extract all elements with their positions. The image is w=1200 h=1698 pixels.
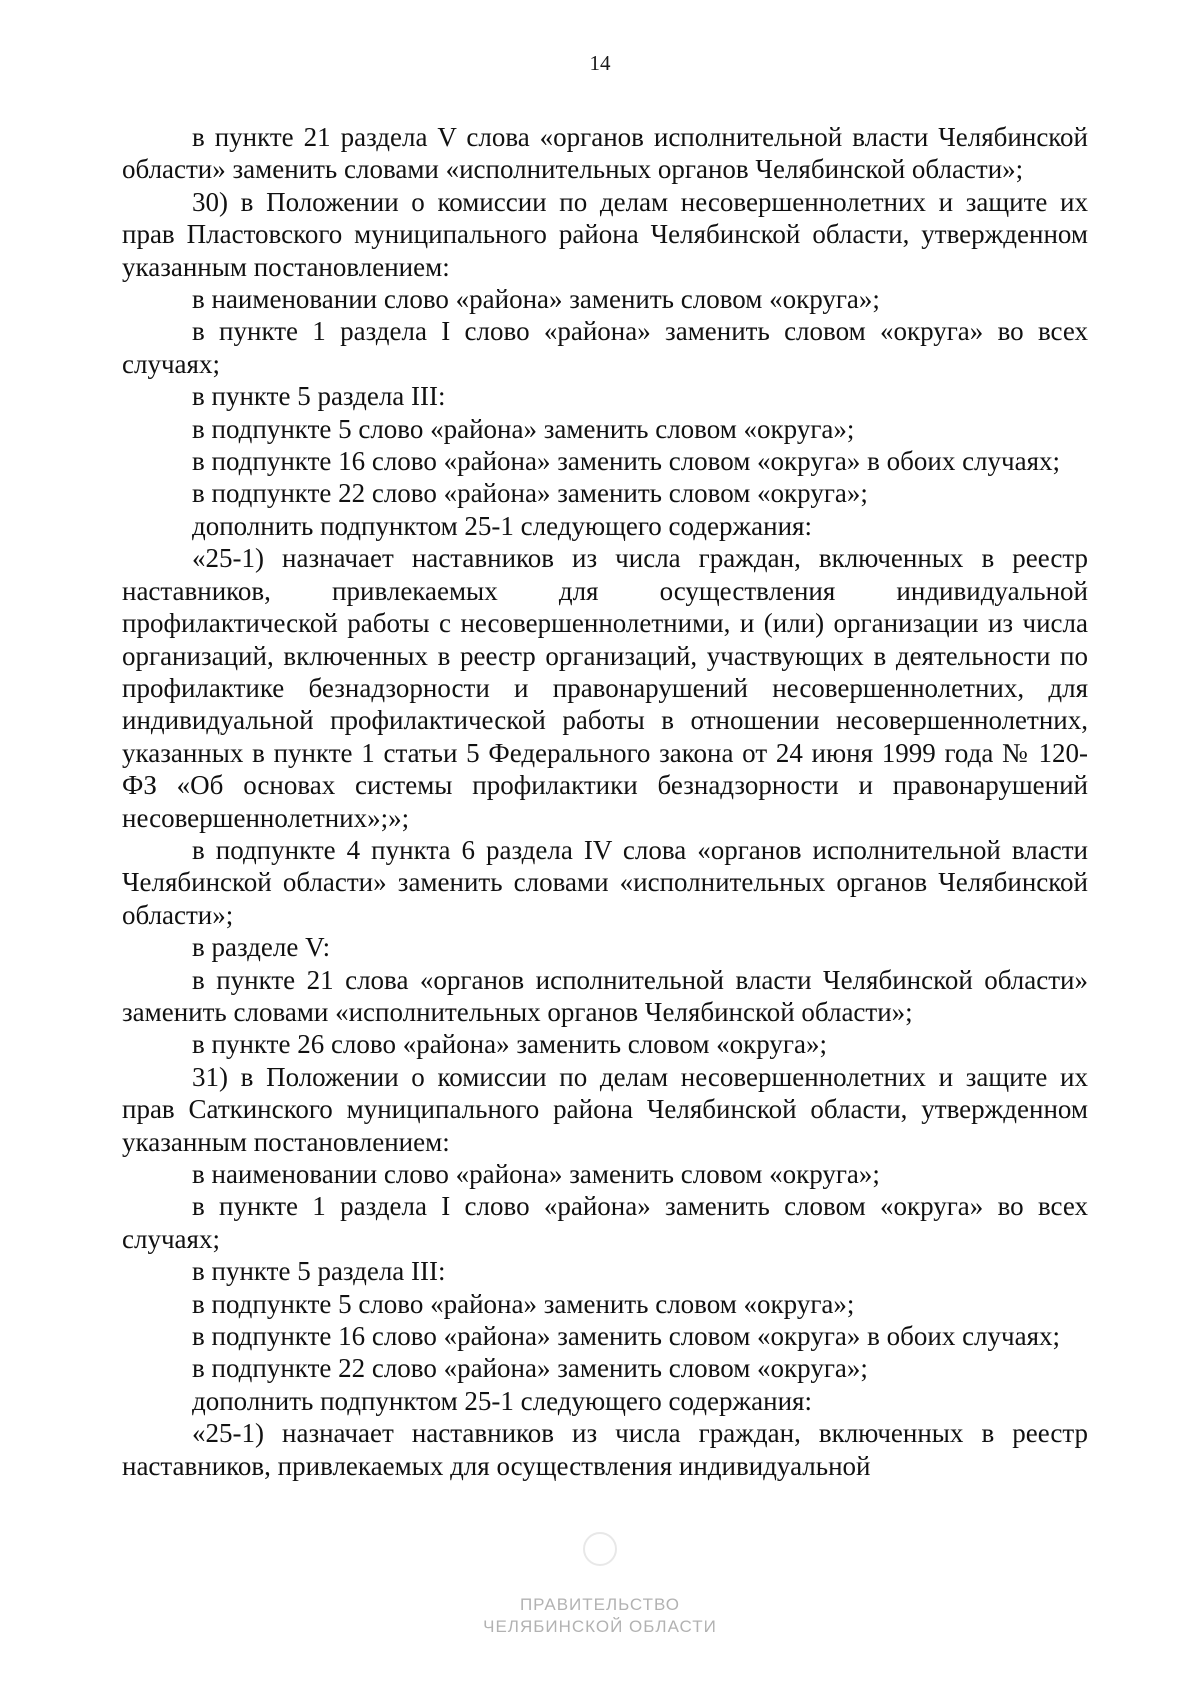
- paragraph: «25-1) назначает наставников из числа граждан, включенных в реестр наставников, привлекаемых для осуществления индивидуальной: [122, 1418, 1088, 1481]
- paragraph: дополнить подпунктом 25-1 следующего содержания:: [192, 1385, 812, 1416]
- paragraph: в пункте 21 раздела V слова «органов исполнительной власти Челябинской области» заменить словами «исполнительных органов Челябинской области»;: [122, 122, 1088, 185]
- paragraph: в подпункте 22 слово «района» заменить словом «округа»;: [192, 1353, 868, 1384]
- paragraph: в подпункте 16 слово «района» заменить словом «округа» в обоих случаях;: [192, 446, 1061, 477]
- document-body: [122, 121, 1088, 1482]
- paragraph: в пункте 1 раздела I слово «района» заменить словом «округа» во всех случаях;: [122, 1191, 1088, 1254]
- paragraph: в пункте 5 раздела III:: [192, 1256, 446, 1287]
- paragraph: в пункте 21 слова «органов исполнительной власти Челябинской области» заменить словами «исполнительных органов Челябинской области»;: [122, 964, 1088, 1027]
- paragraph: 30) в Положении о комиссии по делам несовершеннолетних и защите их прав Пластовского муниципального района Челябинской области, утвержденном указанным постановлением:: [122, 186, 1088, 282]
- paragraph: в пункте 26 слово «района» заменить словом «округа»;: [192, 1029, 827, 1060]
- paragraph: в подпункте 4 пункта 6 раздела IV слова «органов исполнительной власти Челябинской области» заменить словами «исполнительных органов Челябинской области»;: [122, 834, 1088, 930]
- government-stamp: [0, 1594, 1200, 1638]
- paragraph: в пункте 5 раздела III:: [192, 381, 446, 412]
- page-number: 14: [589, 51, 611, 75]
- paragraph: в подпункте 22 слово «района» заменить словом «округа»;: [192, 478, 868, 509]
- paragraph: 31) в Положении о комиссии по делам несовершеннолетних и защите их прав Саткинского муниципального района Челябинской области, утвержденном указанным постановлением:: [122, 1061, 1088, 1157]
- paragraph: «25-1) назначает наставников из числа граждан, включенных в реестр наставников, привлекаемых для осуществления индивидуальной профилактической работы с несовершеннолетними, и (или) организации из числа организаций, включенных в реестр организаций, участвующих в деятельности по профилактике безнадзорности и правонарушений несовершеннолетних, для индивидуальной профилактической работы в отношении несовершеннолетних, указанных в пункте 1 статьи 5 Федерального закона от 24 июня 1999 года № 120-ФЗ «Об основах системы профилактики безнадзорности и правонарушений несовершеннолетних»;»;: [122, 543, 1088, 833]
- paragraph: в подпункте 5 слово «района» заменить словом «округа»;: [192, 1288, 855, 1319]
- paragraph: в подпункте 5 слово «района» заменить словом «округа»;: [192, 413, 855, 444]
- paragraph: в наименовании слово «района» заменить словом «округа»;: [192, 1159, 880, 1189]
- paragraph: в подпункте 16 слово «района» заменить словом «округа» в обоих случаях;: [192, 1321, 1061, 1352]
- paragraph: дополнить подпунктом 25-1 следующего содержания:: [192, 510, 812, 541]
- stamp-line: ЧЕЛЯБИНСКОЙ ОБЛАСТИ: [483, 1617, 717, 1636]
- paragraph: в наименовании слово «района» заменить словом «округа»;: [192, 284, 880, 315]
- seal-emblem-icon: [583, 1532, 617, 1566]
- stamp-line: ПРАВИТЕЛЬСТВО: [519, 1595, 681, 1614]
- paragraph: в разделе V:: [192, 932, 331, 963]
- paragraph: в пункте 1 раздела I слово «района» заменить словом «округа» во всех случаях;: [122, 316, 1088, 379]
